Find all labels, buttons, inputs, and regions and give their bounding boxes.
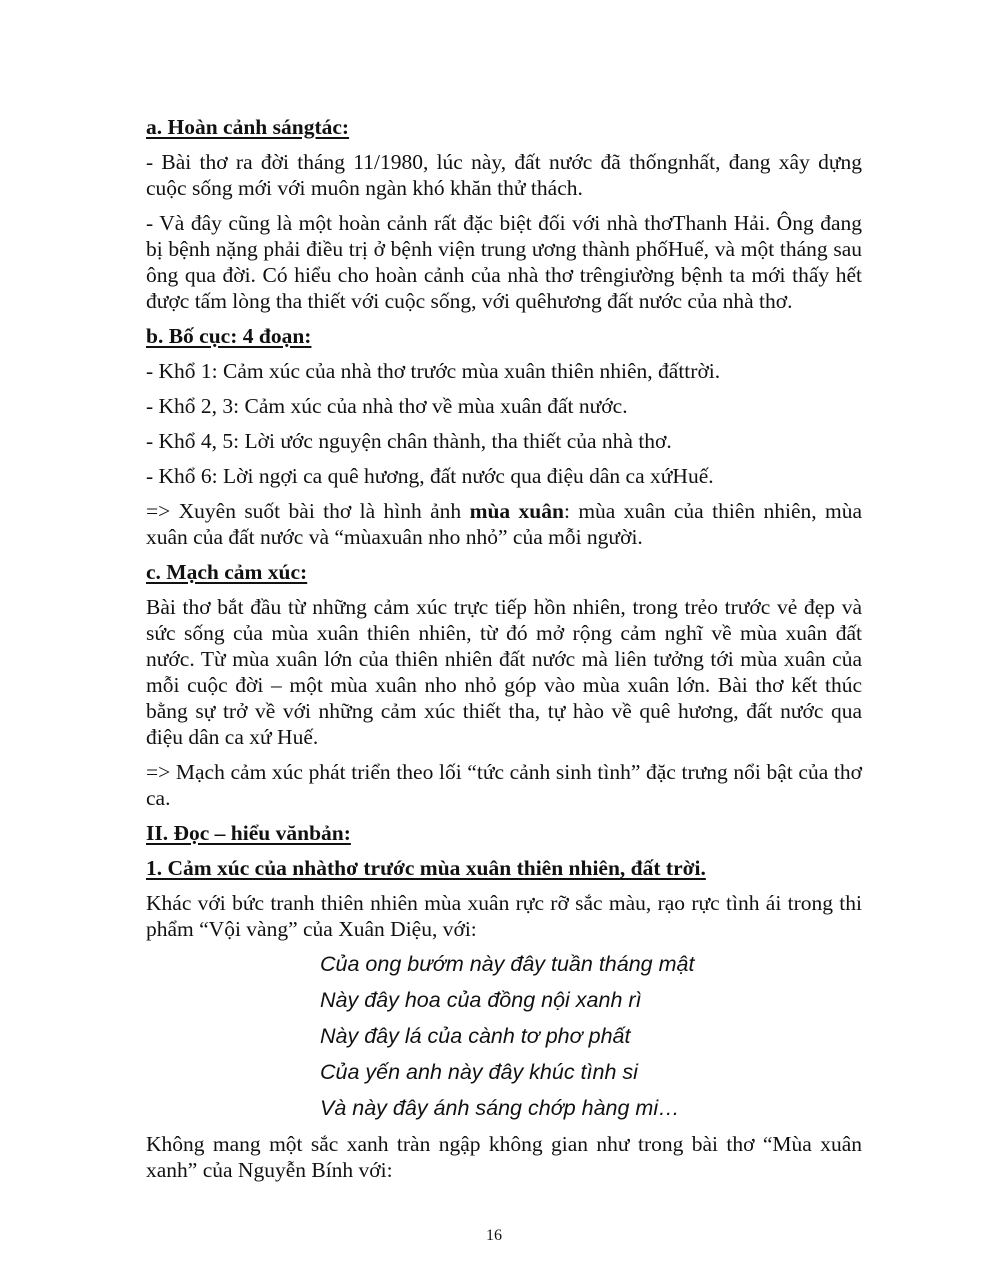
section-b-conclusion-before: => Xuyên suốt bài thơ là hình ảnh	[146, 499, 470, 523]
section-b-item-3: - Khổ 4, 5: Lời ước nguyện chân thành, tha thiết của nhà thơ.	[146, 429, 672, 453]
section-b-item-1: - Khổ 1: Cảm xúc của nhà thơ trước mùa xuân thiên nhiên, đấttrời.	[146, 359, 721, 383]
section-ii-heading: II. Đọc – hiểu vănbản:	[146, 821, 351, 845]
section-b-conclusion-after: : mùa xuân của thiên nhiên, mùa xuân của đất nước và “mùaxuân nho nhỏ” của mỗi người.	[146, 499, 862, 549]
section-c-paragraph-1: Bài thơ bắt đầu từ những cảm xúc trực tiếp hồn nhiên, trong trẻo trước vẻ đẹp và sức sống của mùa xuân thiên nhiên, từ đó mở rộng cảm nghĩ về mùa xuân đất nước. Từ mùa xuân lớn của thiên nhiên đất nước mà liên tưởng tới mùa xuân của mỗi cuộc đời – một mùa xuân nho nhỏ góp vào mùa xuân lớn. Bài thơ kết thúc bằng sự trở về với những cảm xúc thiết tha, tự hào về quê hương, đất nước qua điệu dân ca xứ Huế.	[146, 595, 862, 749]
section-ii-outro: Không mang một sắc xanh tràn ngập không gian như trong bài thơ “Mùa xuân xanh” của Nguyễn Bính với:	[146, 1132, 862, 1182]
document-page	[146, 114, 862, 1192]
page-number: 16	[486, 1227, 502, 1244]
poem-line-2: Này đây hoa của đồng nội xanh rì	[320, 988, 642, 1012]
section-b-conclusion-bold: mùa xuân	[469, 499, 564, 523]
section-ii-intro: Khác với bức tranh thiên nhiên mùa xuân rực rỡ sắc màu, rạo rực tình ái trong thi phẩm “Vội vàng” của Xuân Diệu, với:	[146, 891, 862, 941]
section-c-heading: c. Mạch cảm xúc:	[146, 560, 308, 584]
section-b-heading: b. Bố cục: 4 đoạn:	[146, 324, 312, 348]
section-a-paragraph-1: - Bài thơ ra đời tháng 11/1980, lúc này, đất nước đã thốngnhất, đang xây dựng cuộc sống mới với muôn ngàn khó khăn thử thách.	[146, 150, 862, 200]
section-a-heading: a. Hoàn cảnh sángtác:	[146, 115, 350, 139]
section-b-item-4: - Khổ 6: Lời ngợi ca quê hương, đất nước qua điệu dân ca xứHuế.	[146, 464, 714, 488]
poem-line-1: Của ong bướm này đây tuần tháng mật	[320, 952, 695, 976]
poem-line-4: Của yến anh này đây khúc tình si	[320, 1060, 638, 1084]
poem-line-3: Này đây lá của cành tơ phơ phất	[320, 1024, 631, 1048]
section-b-conclusion	[146, 498, 862, 550]
section-c-paragraph-2: => Mạch cảm xúc phát triển theo lối “tức cảnh sinh tình” đặc trưng nổi bật của thơ ca.	[146, 760, 862, 810]
poem-line-5: Và này đây ánh sáng chớp hàng mi…	[320, 1096, 680, 1120]
section-b-item-2: - Khổ 2, 3: Cảm xúc của nhà thơ về mùa xuân đất nước.	[146, 394, 628, 418]
section-ii-sub-heading: 1. Cảm xúc của nhàthơ trước mùa xuân thiên nhiên, đất trời.	[146, 856, 706, 880]
section-a-paragraph-2: - Và đây cũng là một hoàn cảnh rất đặc biệt đối với nhà thơThanh Hải. Ông đang bị bệnh nặng phải điều trị ở bệnh viện trung ương thành phốHuế, và một tháng sau ông qua đời. Có hiểu cho hoàn cảnh của nhà thơ trêngiường bệnh ta mới thấy hết được tấm lòng tha thiết với cuộc sống, với quêhương đất nước của nhà thơ.	[146, 211, 862, 313]
